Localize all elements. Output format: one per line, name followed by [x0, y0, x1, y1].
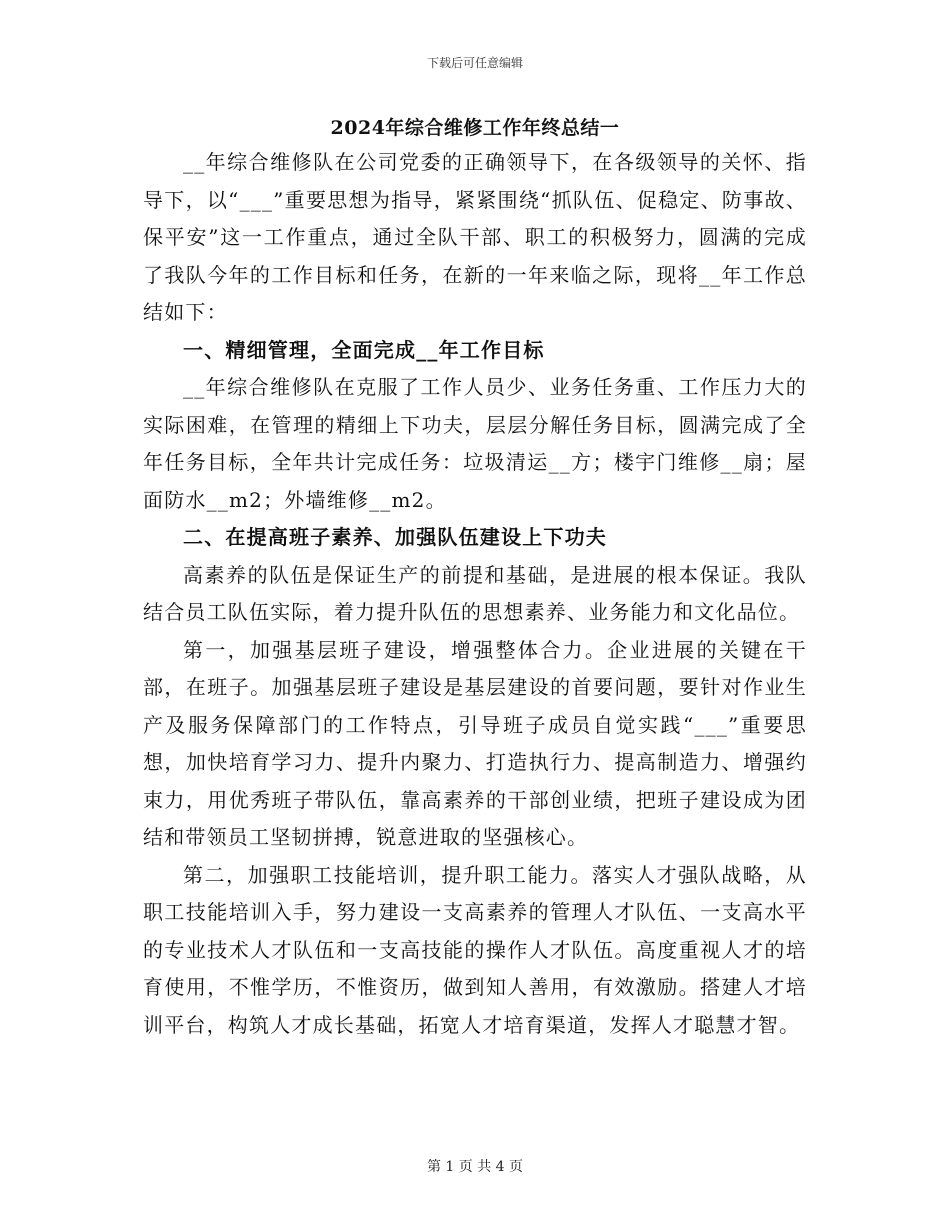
section-heading-2: 二、在提高班子素养、加强队伍建设上下功夫 — [183, 525, 607, 549]
document-body — [143, 112, 807, 1044]
page-number: 第 1 页 共 4 页 — [426, 1159, 524, 1175]
section-1-paragraph: __年综合维修队在克服了工作人员少、业务任务重、工作压力大的实际困难，在管理的精细上下功夫，层层分解任务目标，圆满完成了全年任务目标，全年共计完成任务：垃圾清运__方；楼宇门维修__扇；屋面防水__m2；外墙维修__m2。 — [143, 375, 807, 512]
page-header: 下载后可任意编辑 — [426, 56, 523, 70]
section-2-point-1: 第一，加强基层班子建设，增强整体合力。企业进展的关键在干部，在班子。加强基层班子建设是基层建设的首要问题，要针对作业生产及服务保障部门的工作特点，引导班子成员自觉实践“___”重要思想，加快培育学习力、提升内聚力、打造执行力、提高制造力、增强约束力，用优秀班子带队伍，靠高素养的干部创业绩，把班子建设成为团结和带领员工坚韧拼搏，锐意进取的坚强核心。 — [143, 637, 807, 849]
document-title: 2024年综合维修工作年终总结一 — [330, 117, 620, 139]
section-2-point-2: 第二，加强职工技能培训，提升职工能力。落实人才强队战略，从职工技能培训入手，努力建设一支高素养的管理人才队伍、一支高水平的专业技术人才队伍和一支高技能的操作人才队伍。高度重视人才的培育使用，不惟学历，不惟资历，做到知人善用，有效激励。搭建人才培训平台，构筑人才成长基础，拓宽人才培育渠道，发挥人才聪慧才智。 — [143, 862, 807, 1037]
section-2-paragraph: 高素养的队伍是保证生产的前提和基础，是进展的根本保证。我队结合员工队伍实际，着力提升队伍的思想素养、业务能力和文化品位。 — [143, 562, 807, 624]
section-heading-1: 一、精细管理，全面完成__年工作目标 — [183, 337, 545, 362]
intro-paragraph: __年综合维修队在公司党委的正确领导下，在各级领导的关怀、指导下，以“___”重要思想为指导，紧紧围绕“抓队伍、促稳定、防事故、保平安”这一工作重点，通过全队干部、职工的积极努力，圆满的完成了我队今年的工作目标和任务，在新的一年来临之际，现将__年工作总结如下： — [143, 150, 807, 324]
